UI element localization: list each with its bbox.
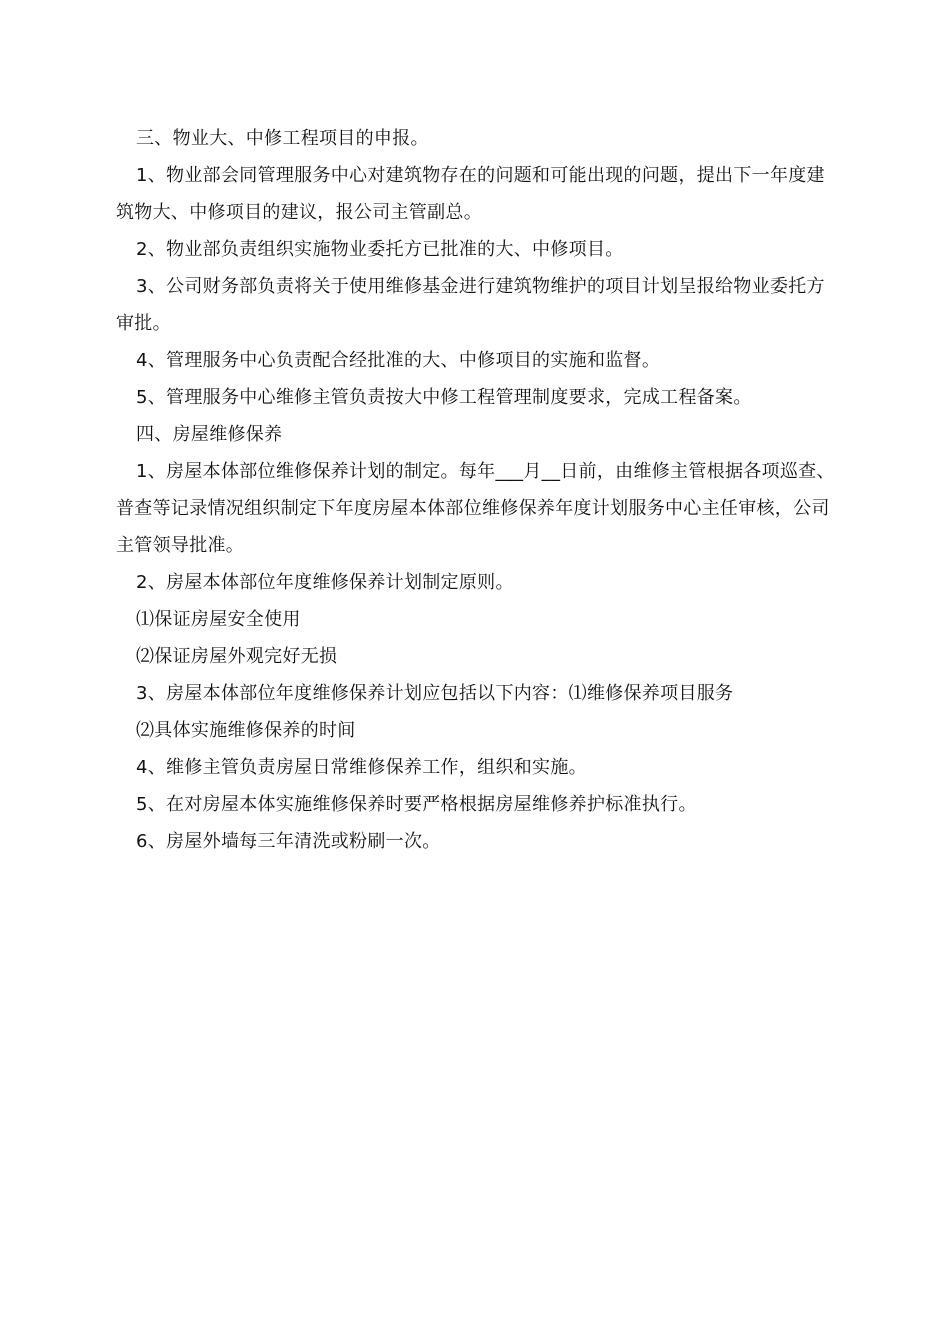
- paragraph-item: 4、管理服务中心负责配合经批准的大、中修项目的实施和监督。: [136, 350, 661, 371]
- paragraph-item: 5、在对房屋本体实施维修保养时要严格根据房屋维修养护标准执行。: [136, 794, 697, 815]
- paragraph-item: 2、物业部负责组织实施物业委托方已批准的大、中修项目。: [136, 239, 624, 260]
- paragraph-item: 1、物业部会同管理服务中心对建筑物存在的问题和可能出现的问题，提出下一年度建筑物大、中修项目的建议，报公司主管副总。: [116, 165, 825, 223]
- paragraph-item: 3、公司财务部负责将关于使用维修基金进行建筑物维护的项目计划呈报给物业委托方审批。: [116, 276, 825, 334]
- section-heading-4: 四、房屋维修保养: [136, 424, 283, 445]
- paragraph-item: 5、管理服务中心维修主管负责按大中修工程管理制度要求，完成工程备案。: [136, 387, 752, 408]
- paragraph-item: 3、房屋本体部位年度维修保养计划应包括以下内容：⑴维修保养项目服务: [136, 683, 734, 704]
- paragraph-item: 6、房屋外墙每三年清洗或粉刷一次。: [136, 831, 441, 852]
- paragraph-item: 2、房屋本体部位年度维修保养计划制定原则。: [136, 572, 514, 593]
- sub-item: ⑵保证房屋外观完好无损: [136, 646, 338, 667]
- sub-item: ⑴保证房屋安全使用: [136, 609, 301, 630]
- paragraph-item: 4、维修主管负责房屋日常维修保养工作，组织和实施。: [136, 757, 587, 778]
- paragraph-item: 1、房屋本体部位维修保养计划的制定。每年___月__日前，由维修主管根据各项巡查、普查等记录情况组织制定下年度房屋本体部位维修保养年度计划服务中心主任审核，公司主管领导批准。: [116, 461, 835, 556]
- document-body: [116, 120, 836, 860]
- section-heading-3: 三、物业大、中修工程项目的申报。: [136, 128, 429, 149]
- sub-item: ⑵具体实施维修保养的时间: [136, 720, 356, 741]
